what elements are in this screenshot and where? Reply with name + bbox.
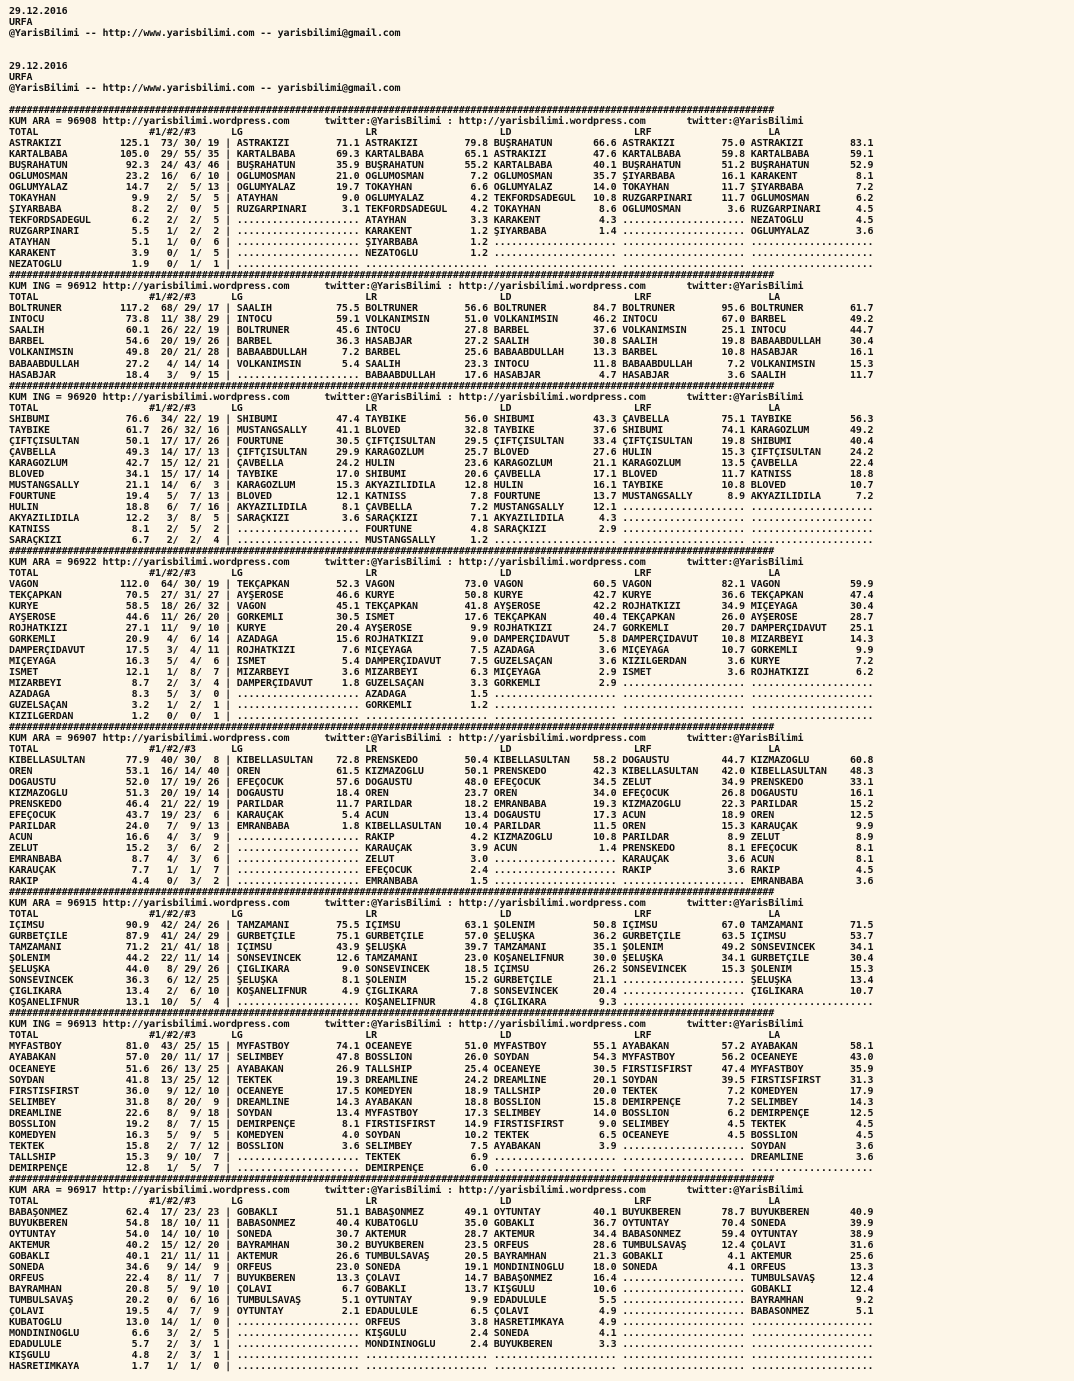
text-line: FOURTUNE 19.4 5/ 7/ 13 | BLOVED 12.1 KATNISS 7.8 FOURTUNE 13.7 MUSTANGSALLY 8.9 AKYAZILIDİLA 7.2 bbox=[9, 490, 874, 502]
text-line: İSMET 12.1 1/ 8/ 7 | MİZARBEYİ 3.6 MİZARBEYİ 6.3 MİÇEYAGA 2.9 İSMET 3.6 ROJHATKIZI 6.2 bbox=[9, 666, 874, 678]
text-line: KIŞGÜLÜ 4.8 2/ 3/ 1 | ..................... ..................... ..................... ..................... ..................... bbox=[9, 1349, 874, 1361]
text-line: SHIBUMI 76.6 34/ 22/ 19 | SHIBUMI 47.4 TAYBİKE 56.0 SHIBUMI 43.3 ÇAVBELLA 75.1 TAYBİKE 56.3 bbox=[9, 413, 874, 425]
text-line: OYTUNTAY 54.0 14/ 10/ 10 | SONEDA 30.7 AKTEMUR 28.7 AKTEMUR 34.4 BABASONMEZ 59.4 OYTUNTAY 38.9 bbox=[9, 1228, 874, 1240]
text-line: KATNISS 8.1 2/ 5/ 2 | ..................... FOURTUNE 4.8 SARAÇKIZI 2.9 ..................... ..................... bbox=[9, 523, 874, 535]
text-line: SONSEVİNCEK 36.3 6/ 12/ 25 | ŞELUŞKA 8.1 ŞÖLENİM 15.2 GURBETÇİLE 21.1 ..................... ŞELUŞKA 13.4 bbox=[9, 975, 874, 987]
text-line: GURBETÇİLE 87.9 41/ 24/ 29 | GURBETÇİLE 75.1 GURBETÇİLE 57.0 ŞELUŞKA 36.2 GURBETÇİLE 63.5 İÇİMSU 53.7 bbox=[9, 931, 874, 943]
text-line: OĞLUMOSMAN 23.2 16/ 6/ 10 | OĞLUMOSMAN 21.0 OĞLUMOSMAN 7.2 OĞLUMOSMAN 35.7 ŞİYARBABA 16.1 KARAKENT 8.1 bbox=[9, 171, 874, 183]
text-line: KUBATOĞLU 13.0 14/ 1/ 0 | ..................... ORFEUS 3.8 HASRETİMKAYA 4.9 ..................... ..................... bbox=[9, 1316, 874, 1328]
text-line: AKYAZILIDİLA 12.2 3/ 8/ 5 | SARAÇKIZI 3.6 SARAÇKIZI 7.1 AKYAZILIDİLA 4.3 ..................... ..................... bbox=[9, 512, 874, 524]
text-line: KOMEDYEN 16.3 5/ 9/ 5 | KOMEDYEN 4.0 SOYDAN 10.2 TEKTEK 6.5 OCEANEYE 4.5 BOSSLION 4.5 bbox=[9, 1129, 874, 1141]
text-line: TOTAL #1/#2/#3 LG LR LD LRF LA bbox=[9, 1030, 780, 1042]
text-line: KİBELLASULTAN 77.9 40/ 30/ 8 | KİBELLASULTAN 72.8 PRENSKEDO 50.4 KİBELLASULTAN 58.2 DOĞAÜSTÜ 44.7 KIZMAZOĞLU 60.8 bbox=[9, 755, 874, 767]
text-line: @YarisBilimi -- http://www.yarisbilimi.com -- yarisbilimi@gmail.com bbox=[9, 28, 401, 40]
text-line: TOTAL #1/#2/#3 LG LR LD LRF LA bbox=[9, 744, 780, 756]
text-line: BOSSLION 19.2 8/ 7/ 15 | DEMİRPENÇE 8.1 FIRSTISFIRST 14.9 FIRSTISFIRST 9.0 SELİMBEY 4.5 TEKTEK 4.5 bbox=[9, 1118, 874, 1130]
text-line: GOBAKLI 40.1 21/ 11/ 11 | AKTEMUR 26.6 TUMBULSAVAŞ 20.5 BAYRAMHAN 21.3 GOBAKLI 4.1 AKTEMUR 25.6 bbox=[9, 1250, 874, 1262]
text-line: TAMZAMANI 71.2 21/ 41/ 18 | İÇİMSU 43.9 ŞELUŞKA 39.7 TAMZAMANI 35.1 ŞÖLENİM 49.2 SONSEVİNCEK 34.1 bbox=[9, 942, 874, 954]
text-line: DOĞAÜSTÜ 52.0 17/ 19/ 26 | EFEÇOCUK 57.6 DOĞAÜSTÜ 48.0 EFEÇOCUK 34.5 ZELUT 34.9 PRENSKEDO 33.1 bbox=[9, 777, 874, 789]
text-line: RÜZGARPINARI 5.5 1/ 2/ 2 | ..................... KARAKENT 1.2 ŞİYARBABA 1.4 ..................... OGLUMYALAZ 3.6 bbox=[9, 226, 874, 238]
text-line: ################################################################################################################################### bbox=[9, 545, 775, 557]
text-line: VOLKANIMSIN 49.8 20/ 21/ 28 | BABAABDULLAH 7.2 BARBEL 25.6 BABAABDULLAH 13.3 BARBEL 10.8 HASABJAR 16.1 bbox=[9, 347, 874, 359]
text-line: DEMİRPENÇE 12.8 1/ 5/ 7 | ..................... DEMİRPENÇE 6.0 ..................... ..................... ..................... bbox=[9, 1162, 874, 1174]
text-line: AZADAGA 8.3 5/ 3/ 0 | ..................... AZADAGA 1.5 ..................... ..................... ..................... bbox=[9, 688, 874, 700]
text-line: BABAŞONMEZ 62.4 17/ 23/ 23 | GOBAKLI 51.1 BABAŞONMEZ 49.1 OYTUNTAY 40.1 BUYUKBEREN 78.7 BUYUKBEREN 40.9 bbox=[9, 1206, 874, 1218]
text-line: KARAGÖZLÜM 42.7 15/ 12/ 21 | ÇAVBELLA 24.2 HULİN 23.6 KARAGÖZLÜM 21.1 KARAGÖZLÜM 13.5 ÇAVBELLA 22.4 bbox=[9, 457, 874, 469]
text-line: BAYRAMHAN 20.8 5/ 9/ 10 | ÇOLAVI 6.7 GOBAKLI 13.7 KIŞGÜLÜ 10.6 ..................... GOBAKLI 12.4 bbox=[9, 1283, 874, 1295]
text-line: KARAUÇAK 7.7 1/ 1/ 7 | ..................... EFEÇOCUK 2.4 ..................... RAKIP 3.6 RAKIP 4.5 bbox=[9, 865, 874, 877]
text-line: TOTAL #1/#2/#3 LG LR LD LRF LA bbox=[9, 567, 780, 579]
text-line: ################################################################################################################################### bbox=[9, 270, 775, 282]
text-line: PRENSKEDO 46.4 21/ 22/ 19 | PARILDAR 11.7 PARILDAR 18.2 EMRANBABA 19.3 KIZMAZOĞLU 22.3 PARILDAR 15.2 bbox=[9, 799, 874, 811]
text-line: HASRETİMKAYA 1.7 1/ 1/ 0 | ..................... ..................... ..................... ..................... ..................... bbox=[9, 1360, 874, 1372]
text-line: KOŞANELİFNUR 13.1 10/ 5/ 4 | ..................... KOŞANELİFNUR 4.8 ÇIGLIKARA 9.3 ..................... ..................... bbox=[9, 997, 874, 1009]
text-line: KUM ARA = 96915 http://yarisbilimi.wordpress.com twitter:@YarisBilimi : http://yarisbilimi.wordpress.com twitter:@YarisBilimi bbox=[9, 898, 804, 910]
text-line: ROJHATKIZI 27.1 11/ 9/ 10 | KURYE 20.4 AYŞEROSE 9.9 ROJHATKIZI 24.7 GÖRKEMLİ 20.7 DAMPERÇİDAVUT 25.1 bbox=[9, 622, 874, 634]
text-line: TOTAL #1/#2/#3 LG LR LD LRF LA bbox=[9, 402, 780, 414]
text-line: BOLTRUNER 117.2 68/ 29/ 17 | SAALİH 75.5 BOLTRUNER 56.6 BOLTRUNER 84.7 BOLTRUNER 95.6 BOLTRUNER 61.7 bbox=[9, 303, 874, 315]
text-line: KUM ARA = 96917 http://yarisbilimi.wordpress.com twitter:@YarisBilimi : http://yarisbilimi.wordpress.com twitter:@YarisBilimi bbox=[9, 1184, 804, 1196]
text-line: GÜZELSAÇAN 3.2 1/ 2/ 1 | ..................... GÖRKEMLİ 1.2 ..................... ..................... ..................... bbox=[9, 699, 874, 711]
text-line: KUM ING = 96912 http://yarisbilimi.wordpress.com twitter:@YarisBilimi : http://yarisbilimi.wordpress.com twitter:@YarisBilimi bbox=[9, 281, 804, 293]
text-line: @YarisBilimi -- http://www.yarisbilimi.com -- yarisbilimi@gmail.com bbox=[9, 83, 401, 95]
text-line: DAMPERÇİDAVUT 17.5 3/ 4/ 11 | ROJHATKIZI 7.6 MİÇEYAGA 7.5 AZADAGA 3.6 MİÇEYAGA 10.7 GÖRKEMLİ 9.9 bbox=[9, 644, 874, 656]
text-line: TUMBULSAVAŞ 20.2 0/ 6/ 16 | TUMBULSAVAŞ 5.1 OYTUNTAY 9.9 EDADULÜLE 5.5 ..................... BAYRAMHAN 9.2 bbox=[9, 1294, 874, 1306]
text-line: TEKFORDSADEGÜL 6.2 2/ 2/ 5 | ..................... ATAYHAN 3.3 KARAKENT 4.3 ..................... NEZATOGLU 4.5 bbox=[9, 215, 874, 227]
text-line: ŞÖLENİM 44.2 22/ 11/ 14 | SONSEVİNCEK 12.6 TAMZAMANI 23.0 KOŞANELİFNUR 30.0 ŞELUŞKA 34.1 GURBETÇİLE 30.4 bbox=[9, 953, 874, 965]
text-line: ÇİFTÇİSULTAN 50.1 17/ 17/ 26 | FOURTUNE 30.5 ÇİFTÇİSULTAN 29.5 ÇİFTÇİSULTAN 33.4 ÇİFTÇİSULTAN 19.8 SHIBUMI 40.4 bbox=[9, 435, 874, 447]
text-line: SAALİH 60.1 26/ 22/ 19 | BOLTRUNER 45.6 INTOCU 27.8 BARBEL 37.6 VOLKANIMSIN 25.1 INTOCU 44.7 bbox=[9, 325, 874, 337]
text-line: KUM ING = 96913 http://yarisbilimi.wordpress.com twitter:@YarisBilimi : http://yarisbilimi.wordpress.com twitter:@YarisBilimi bbox=[9, 1019, 804, 1031]
text-line bbox=[9, 50, 1074, 61]
text-line: HULİN 18.8 6/ 7/ 16 | AKYAZILIDİLA 8.1 ÇAVBELLA 7.2 MUSTANGSALLY 12.1 ..................... ..................... bbox=[9, 501, 874, 513]
text-line: ÇOLAVI 19.5 4/ 7/ 9 | OYTUNTAY 2.1 EDADULÜLE 6.5 ÇOLAVI 4.9 ..................... BABASONMEZ 5.1 bbox=[9, 1305, 874, 1317]
text-line: BUŞRAHATUN 92.3 24/ 43/ 46 | BUŞRAHATUN 35.9 BUŞRAHATUN 55.2 KARTALBABA 40.1 BUŞRAHATUN 51.2 BUŞRAHATUN 52.9 bbox=[9, 160, 874, 172]
text-line: NEZATOGLU 1.9 0/ 1/ 1 | ..................... ..................... ..................... ..................... ..................... bbox=[9, 259, 874, 271]
text-line: KUM ARA = 96907 http://yarisbilimi.wordpress.com twitter:@YarisBilimi : http://yarisbilimi.wordpress.com twitter:@YarisBilimi bbox=[9, 733, 804, 745]
text-line: TOTAL #1/#2/#3 LG LR LD LRF LA bbox=[9, 1195, 780, 1207]
text-line: TOTAL #1/#2/#3 LG LR LD LRF LA bbox=[9, 127, 780, 139]
text-line: AYŞEROSE 44.6 11/ 26/ 20 | GÖRKEMLİ 30.5 İSMET 17.6 TEKÇAPKAN 40.4 TEKÇAPKAN 26.0 AYŞEROSE 28.7 bbox=[9, 611, 874, 623]
text-line: BUYUKBEREN 54.8 18/ 10/ 11 | BABASONMEZ 40.4 KUBATOGLU 35.0 GOBAKLI 36.7 OYTUNTAY 70.4 SONEDA 39.9 bbox=[9, 1217, 874, 1229]
text-line: MYFASTBOY 81.0 43/ 25/ 15 | MYFASTBOY 74.1 OCEANEYE 51.0 MYFASTBOY 55.1 AYABAKAN 57.2 AYABAKAN 58.1 bbox=[9, 1041, 874, 1053]
text-line: ÖREN 53.1 16/ 14/ 40 | ÖREN 61.5 KIZMAZOĞLU 50.1 PRENSKEDO 42.3 KİBELLASULTAN 42.0 KİBELLASULTAN 48.3 bbox=[9, 766, 874, 778]
text-line: EDADULÜLE 5.7 2/ 3/ 1 | ..................... MONDİNİNOĞLU 2.4 BUYUKBEREN 3.3 ..................... ..................... bbox=[9, 1338, 874, 1350]
text-line: MİZARBEYİ 8.7 2/ 3/ 4 | DAMPERÇİDAVUT 1.8 GÜZELSAÇAN 3.3 GÖRKEMLİ 2.9 ..................... ..................... bbox=[9, 677, 874, 689]
text-line: MİÇEYAGA 16.3 5/ 4/ 6 | İSMET 5.4 DAMPERÇİDAVUT 7.5 GÜZELSAÇAN 3.6 KIZILGERDAN 3.6 KURYE 7.2 bbox=[9, 655, 874, 667]
text-line: VAGON 112.0 64/ 30/ 19 | TEKÇAPKAN 52.3 VAGON 73.0 VAGON 60.5 VAGON 82.1 VAGON 59.9 bbox=[9, 578, 874, 590]
text-line: OGLUMYALAZ 14.7 2/ 5/ 13 | OGLUMYALAZ 19.7 TOKAYHAN 6.6 OGLUMYALAZ 14.0 TOKAYHAN 11.7 ŞİYARBABA 7.2 bbox=[9, 182, 874, 194]
text-line: BLOVED 34.1 15/ 17/ 14 | TAYBİKE 17.0 SHIBUMI 20.6 ÇAVBELLA 17.1 BLOVED 11.7 KATNISS 18.8 bbox=[9, 468, 874, 480]
text-line: ÇIGLIKARA 13.4 2/ 6/ 10 | KOŞANELİFNUR 4.9 ÇIGLIKARA 7.8 SONSEVİNCEK 20.4 ..................... ÇIGLIKARA 10.7 bbox=[9, 986, 874, 998]
text-line: KARTALBABA 105.0 29/ 55/ 35 | KARTALBABA 69.3 KARTALBABA 65.1 ASTRAKIZI 47.6 KARTALBABA 59.8 KARTALBABA 59.1 bbox=[9, 149, 874, 161]
text-line: SONEDA 34.6 9/ 14/ 9 | ORFEUS 23.0 SONEDA 19.1 MONDİNİNOĞLU 18.0 SONEDA 4.1 ORFEUS 13.3 bbox=[9, 1261, 874, 1273]
text-line: ################################################################################################################################### bbox=[9, 722, 775, 734]
text-line: TALLSHIP 15.3 9/ 10/ 7 | ..................... TEKTEK 6.9 ..................... ..................... DREAMLINE 3.6 bbox=[9, 1151, 874, 1163]
text-line: GÖRKEMLİ 20.9 4/ 6/ 14 | AZADAGA 15.6 ROJHATKIZI 9.0 DAMPERÇİDAVUT 5.8 DAMPERÇİDAVUT 10.8 MİZARBEYİ 14.3 bbox=[9, 633, 874, 645]
text-line: KURYE 58.5 18/ 26/ 32 | VAGON 45.1 TEKÇAPKAN 41.8 AYŞEROSE 42.2 ROJHATKIZI 34.9 MİÇEYAGA 30.4 bbox=[9, 600, 874, 612]
text-line: SARAÇKIZI 6.7 2/ 2/ 4 | ..................... MUSTANGSALLY 1.2 ..................... ..................... ..................... bbox=[9, 534, 874, 546]
text-line: 29.12.2016 bbox=[9, 6, 68, 17]
text-line: ################################################################################################################################### bbox=[9, 380, 775, 392]
text-line: ŞELUŞKA 44.0 8/ 29/ 26 | ÇIGLIKARA 9.0 SONSEVİNCEK 18.5 İÇİMSU 26.2 SONSEVİNCEK 15.3 ŞÖLENİM 15.3 bbox=[9, 964, 874, 976]
text-line: 29.12.2016 bbox=[9, 61, 68, 73]
text-line bbox=[9, 94, 1074, 105]
text-line: ŞİYARBABA 8.2 2/ 0/ 5 | RÜZGARPINARI 3.1 TEKFORDSADEGÜL 4.2 TOKAYHAN 8.6 OĞLUMOSMAN 3.6 RÜZGARPINARI 4.5 bbox=[9, 204, 874, 216]
text-line: TOKAYHAN 9.9 2/ 5/ 5 | ATAYHAN 9.0 OGLUMYALAZ 4.2 TEKFORDSADEGÜL 10.8 RÜZGARPINARI 11.7 OĞLUMOSMAN 6.2 bbox=[9, 193, 874, 205]
text-line: SELİMBEY 31.8 8/ 20/ 9 | DREAMLINE 14.3 AYABAKAN 18.8 BOSSLION 15.8 DEMİRPENÇE 7.2 SELİMBEY 14.3 bbox=[9, 1096, 874, 1108]
text-line: KIZILGERDAN 1.2 0/ 0/ 1 | ..................... ..................... ..................... ..................... ..................... bbox=[9, 711, 874, 722]
text-line: ################################################################################################################################### bbox=[9, 887, 775, 899]
text-line: OCEANEYE 51.6 26/ 13/ 25 | AYABAKAN 26.9 TALLSHIP 25.4 OCEANEYE 30.5 FIRSTISFIRST 47.4 MYFASTBOY 35.9 bbox=[9, 1063, 874, 1075]
text-line: MONDİNİNOĞLU 6.6 3/ 2/ 5 | ..................... KIŞGÜLÜ 2.4 SONEDA 4.1 ..................... ..................... bbox=[9, 1327, 874, 1339]
text-line: BARBEL 54.6 20/ 19/ 26 | BARBEL 36.3 HASABJAR 27.2 SAALİH 30.8 SAALİH 19.8 BABAABDULLAH 30.4 bbox=[9, 336, 874, 348]
text-line: URFA bbox=[9, 17, 33, 29]
text-line: ASTRAKIZI 125.1 73/ 30/ 19 | ASTRAKIZI 71.1 ASTRAKIZI 79.8 BUŞRAHATUN 66.6 ASTRAKIZI 75.0 ASTRAKIZI 83.1 bbox=[9, 138, 874, 150]
text-line: EFEÇOCUK 43.7 19/ 23/ 6 | KARAUÇAK 5.4 ACUN 13.4 DOĞAÜSTÜ 17.3 ACUN 18.9 ÖREN 12.5 bbox=[9, 810, 874, 822]
text-line: KUM ARA = 96922 http://yarisbilimi.wordpress.com twitter:@YarisBilimi : http://yarisbilimi.wordpress.com twitter:@YarisBilimi bbox=[9, 556, 804, 568]
text-line: PARILDAR 24.0 7/ 9/ 13 | EMRANBABA 1.8 KİBELLASULTAN 10.4 PARILDAR 11.5 ÖREN 15.3 KARAUÇAK 9.9 bbox=[9, 821, 874, 833]
text-line bbox=[9, 39, 1074, 50]
text-line: INTOCU 73.8 11/ 38/ 29 | INTOCU 59.1 VOLKANIMSIN 51.0 VOLKANIMSIN 46.2 INTOCU 67.0 BARBEL 49.2 bbox=[9, 314, 874, 326]
text-line: KUM ARA = 96908 http://yarisbilimi.wordpress.com twitter:@YarisBilimi : http://yarisbilimi.wordpress.com twitter:@YarisBilimi bbox=[9, 116, 804, 128]
text-line: TAYBİKE 61.7 26/ 32/ 16 | MUSTANGSALLY 41.1 BLOVED 32.8 TAYBİKE 37.6 SHIBUMI 74.1 KARAGÖZLÜM 49.2 bbox=[9, 424, 874, 436]
text-line: ZELUT 15.2 3/ 6/ 2 | ..................... KARAUÇAK 3.9 ACUN 1.4 PRENSKEDO 8.1 EFEÇOCUK 8.1 bbox=[9, 843, 874, 855]
text-line: TEKTEK 15.8 2/ 7/ 12 | BOSSLION 3.6 SELİMBEY 7.5 AYABAKAN 3.9 ..................... SOYDAN 3.6 bbox=[9, 1140, 874, 1152]
text-line: MUSTANGSALLY 21.1 14/ 6/ 3 | KARAGÖZLÜM 15.3 AKYAZILIDİLA 12.8 HULİN 16.1 TAYBİKE 10.8 BLOVED 10.7 bbox=[9, 479, 874, 491]
text-line: URFA bbox=[9, 72, 33, 84]
text-line: EMRANBABA 8.7 4/ 3/ 6 | ..................... ZELUT 3.0 ..................... KARAUÇAK 3.6 ACUN 8.1 bbox=[9, 854, 874, 866]
text-line: DREAMLINE 22.6 8/ 9/ 18 | SOYDAN 13.4 MYFASTBOY 17.3 SELİMBEY 14.0 BOSSLION 6.2 DEMİRPENÇE 12.5 bbox=[9, 1107, 874, 1119]
text-line: SOYDAN 41.8 13/ 25/ 12 | TEKTEK 19.3 DREAMLINE 24.2 DREAMLINE 20.1 SOYDAN 39.5 FIRSTISFIRST 31.3 bbox=[9, 1074, 874, 1086]
text-line: ################################################################################################################################### bbox=[9, 1173, 775, 1185]
text-line: KARAKENT 3.9 0/ 1/ 5 | ..................... NEZATOGLU 1.2 ..................... ..................... ..................... bbox=[9, 248, 874, 260]
text-line: ################################################################################################################################### bbox=[9, 1008, 775, 1020]
text-line: ÇAVBELLA 49.3 14/ 17/ 13 | ÇİFTÇİSULTAN 29.9 KARAGÖZLÜM 25.7 BLOVED 27.6 HULİN 15.3 ÇİFTÇİSULTAN 24.2 bbox=[9, 446, 874, 458]
text-line: KIZMAZOĞLU 51.3 20/ 19/ 14 | DOĞAÜSTÜ 18.4 ÖREN 23.7 ÖREN 34.0 EFEÇOCUK 26.8 DOĞAÜSTÜ 16.1 bbox=[9, 788, 874, 800]
text-line: ATAYHAN 5.1 1/ 0/ 6 | ..................... ŞİYARBABA 1.2 ..................... ..................... ..................... bbox=[9, 237, 874, 249]
text-line: AKTEMUR 40.2 15/ 12/ 20 | BAYRAMHAN 30.2 BUYUKBEREN 23.5 ORFEUS 28.6 TUMBULSAVAŞ 12.4 ÇOLAVI 31.6 bbox=[9, 1239, 874, 1251]
text-line: ################################################################################################################################### bbox=[9, 105, 775, 117]
text-line: AYABAKAN 57.0 20/ 11/ 17 | SELİMBEY 47.8 BOSSLION 26.0 SOYDAN 54.3 MYFASTBOY 56.2 OCEANEYE 43.0 bbox=[9, 1052, 874, 1064]
text-line: RAKIP 4.4 0/ 3/ 2 | ..................... EMRANBABA 1.5 ..................... ..................... EMRANBABA 3.6 bbox=[9, 876, 874, 888]
text-line: HASABJAR 18.4 3/ 9/ 15 | ..................... BABAABDULLAH 17.6 HASABJAR 4.7 HASABJAR 3.6 SAALİH 11.7 bbox=[9, 369, 874, 381]
text-line: FIRSTISFIRST 36.0 9/ 12/ 10 | OCEANEYE 17.5 KOMEDYEN 18.9 TALLSHIP 20.0 TEKTEK 7.2 KOMEDYEN 17.9 bbox=[9, 1085, 874, 1097]
text-line: TEKÇAPKAN 70.5 27/ 31/ 27 | AYŞEROSE 46.6 KURYE 50.8 KURYE 42.7 KURYE 36.6 TEKÇAPKAN 47.4 bbox=[9, 589, 874, 601]
text-line: ACUN 16.6 4/ 3/ 9 | ..................... RAKIP 4.2 KIZMAZOĞLU 10.8 PARILDAR 8.9 ZELUT 8.9 bbox=[9, 832, 874, 844]
text-line: TOTAL #1/#2/#3 LG LR LD LRF LA bbox=[9, 292, 780, 304]
text-line: BABAABDULLAH 27.2 4/ 14/ 14 | VOLKANIMSIN 5.4 SAALİH 23.3 INTOCU 11.8 BABAABDULLAH 7.2 VOLKANIMSIN 15.3 bbox=[9, 358, 874, 370]
text-line: KUM ING = 96920 http://yarisbilimi.wordpress.com twitter:@YarisBilimi : http://yarisbilimi.wordpress.com twitter:@YarisBilimi bbox=[9, 391, 804, 403]
text-line: TOTAL #1/#2/#3 LG LR LD LRF LA bbox=[9, 909, 780, 921]
text-line: ORFEUS 22.4 8/ 11/ 7 | BUYUKBEREN 13.3 ÇOLAVI 14.7 BABAŞONMEZ 16.4 ..................... TUMBULSAVAŞ 12.4 bbox=[9, 1272, 874, 1284]
text-line: İÇİMSU 90.9 42/ 24/ 26 | TAMZAMANI 75.5 İÇİMSU 63.1 ŞÖLENİM 50.8 İÇİMSU 67.0 TAMZAMANI 71.5 bbox=[9, 920, 874, 932]
